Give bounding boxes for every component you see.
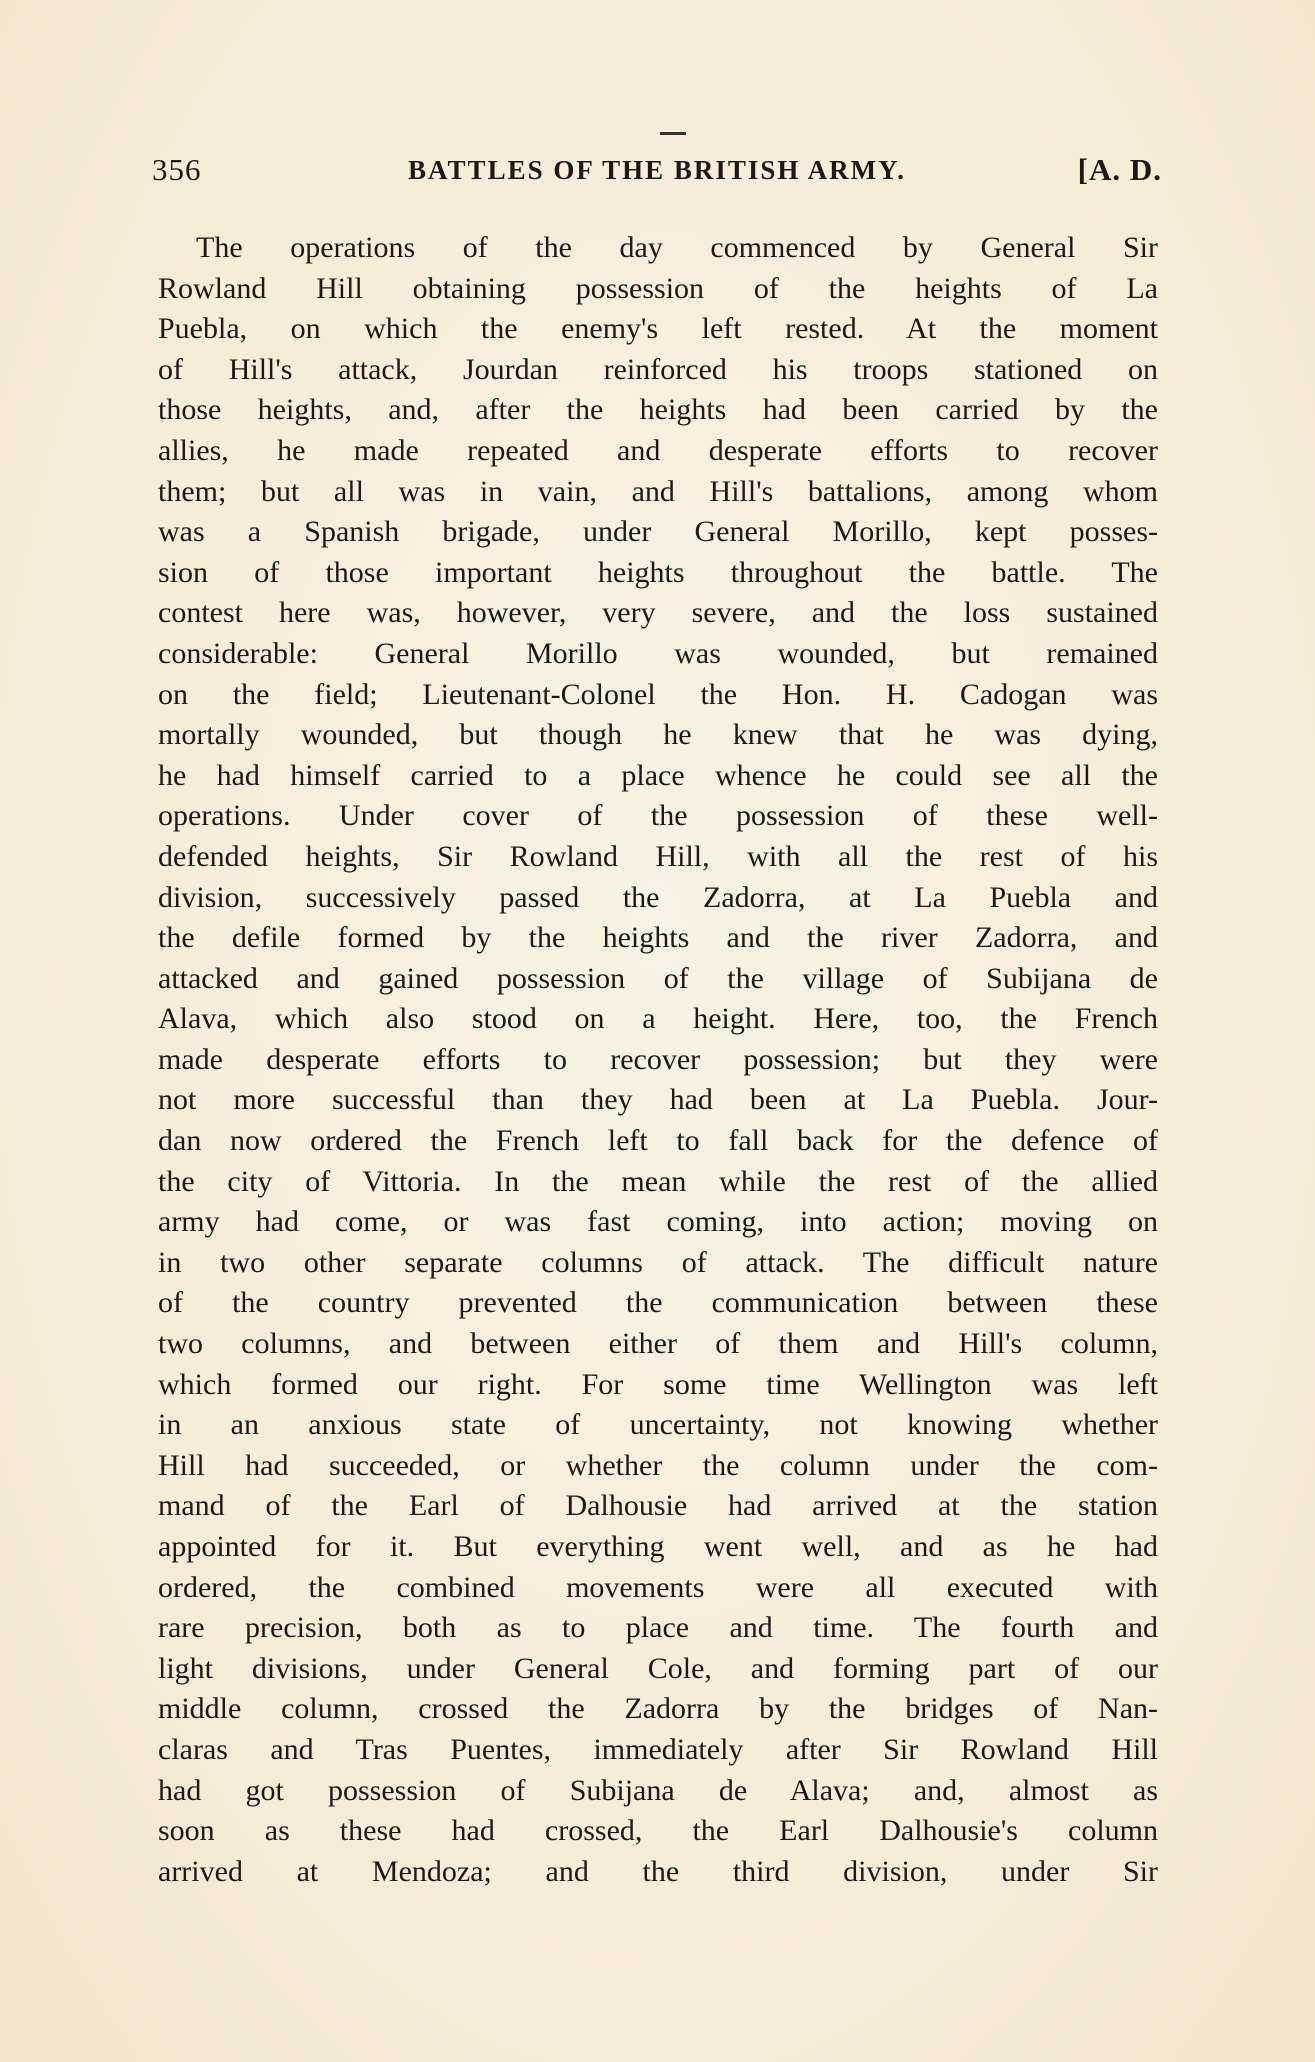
text-line: had got possession of Subijana de Alava; and, almost as [158, 1773, 1158, 1807]
text-line: defended heights, Sir Rowland Hill, with all the rest of his [158, 839, 1158, 873]
text-line: claras and Tras Puentes, immediately after Sir Rowland Hill [158, 1732, 1158, 1766]
body-paragraph [158, 228, 1158, 1892]
text-line: not more successful than they had been at La Puebla. Jour- [158, 1083, 1158, 1117]
text-line: attacked and gained possession of the village of Subijana de [158, 961, 1158, 995]
text-line: operations. Under cover of the possession of these well- [158, 799, 1158, 833]
text-line: he had himself carried to a place whence he could see all the [158, 758, 1158, 792]
text-line: Puebla, on which the enemy's left rested. At the moment [158, 312, 1158, 346]
text-line: the defile formed by the heights and the river Zadorra, and [158, 921, 1158, 955]
text-line: appointed for it. But everything went well, and as he had [158, 1530, 1158, 1563]
text-line: army had come, or was fast coming, into action; moving on [158, 1205, 1158, 1239]
text-line: in an anxious state of uncertainty, not knowing whether [158, 1408, 1158, 1442]
text-line: sion of those important heights throughout the battle. The [158, 555, 1158, 589]
text-line: middle column, crossed the Zadorra by the bridges of Nan- [158, 1692, 1158, 1726]
text-line: dan now ordered the French left to fall back for the defence of [158, 1124, 1158, 1158]
text-line: which formed our right. For some time Wellington was left [158, 1367, 1158, 1401]
text-line: Hill had succeeded, or whether the column under the com- [158, 1448, 1158, 1482]
text-line: considerable: General Morillo was wounded, but remained [158, 636, 1158, 670]
text-line: ordered, the combined movements were all executed with [158, 1570, 1158, 1604]
text-line: the city of Vittoria. In the mean while the rest of the allied [158, 1164, 1158, 1198]
text-line: contest here was, however, very severe, and the loss sustained [158, 596, 1158, 630]
text-line: on the field; Lieutenant-Colonel the Hon. H. Cadogan was [158, 677, 1158, 711]
text-line: of the country prevented the communication between these [158, 1286, 1158, 1320]
page-number: 356 [152, 152, 202, 187]
page-header [152, 152, 1162, 192]
text-line: two columns, and between either of them and Hill's column, [158, 1327, 1158, 1361]
text-line: arrived at Mendoza; and the third division, under Sir [158, 1854, 1158, 1888]
text-line: division, successively passed the Zadorra, at La Puebla and [158, 880, 1158, 914]
text-line: light divisions, under General Cole, and forming part of our [158, 1651, 1158, 1685]
text-line: Alava, which also stood on a height. Here, too, the French [158, 1002, 1158, 1036]
text-line: mortally wounded, but though he knew that he was dying, [158, 718, 1158, 752]
text-line: The operations of the day commenced by General Sir [196, 231, 1158, 264]
text-line: of Hill's attack, Jourdan reinforced his troops stationed on [158, 352, 1158, 386]
text-line: mand of the Earl of Dalhousie had arrived at the station [158, 1489, 1158, 1523]
text-line: Rowland Hill obtaining possession of the heights of La [158, 271, 1158, 305]
text-line: allies, he made repeated and desperate efforts to recover [158, 433, 1158, 467]
text-line: those heights, and, after the heights had been carried by the [158, 393, 1158, 427]
text-line: rare precision, both as to place and time. The fourth and [158, 1611, 1158, 1645]
date-mark: [A. D. [1077, 152, 1162, 187]
text-line: was a Spanish brigade, under General Morillo, kept posses- [158, 515, 1158, 549]
text-line: made desperate efforts to recover possession; but they were [158, 1042, 1158, 1076]
running-title: BATTLES OF THE BRITISH ARMY. [408, 155, 906, 185]
printer-mark [660, 132, 686, 135]
text-line: in two other separate columns of attack. The difficult nature [158, 1245, 1158, 1279]
text-line: soon as these had crossed, the Earl Dalhousie's column [158, 1814, 1158, 1848]
text-line: them; but all was in vain, and Hill's battalions, among whom [158, 474, 1158, 508]
